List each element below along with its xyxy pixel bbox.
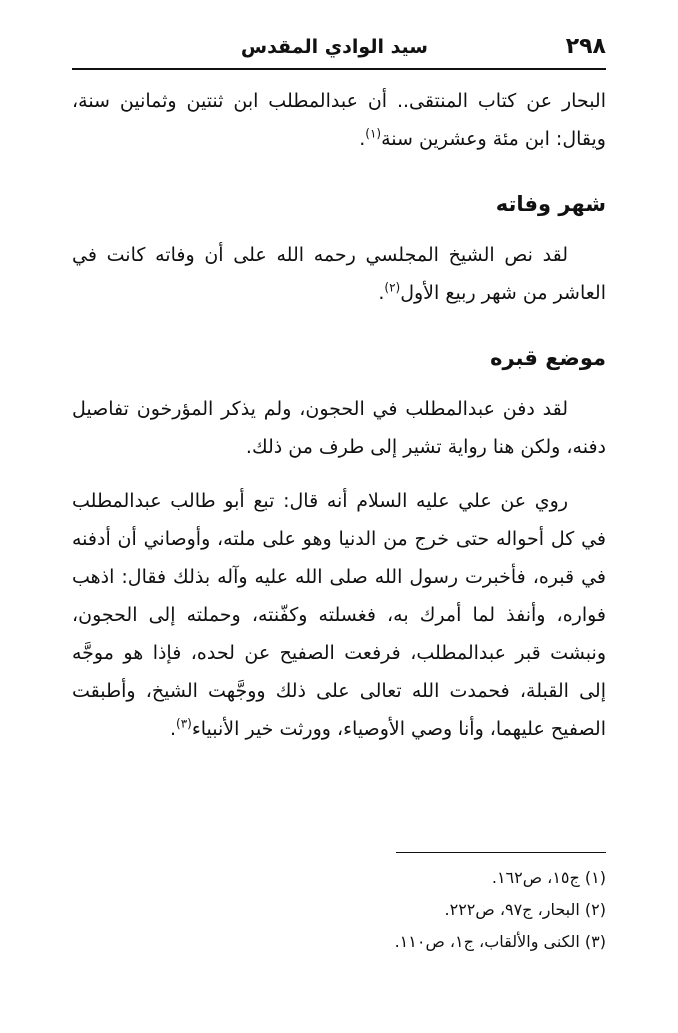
paragraph-2-text: لقد نص الشيخ المجلسي رحمه الله على أن وفاته كانت في العاشر من شهر ربيع الأول — [72, 244, 606, 304]
footnote-3: (٣) الكنى والألقاب، ج١، ص١١٠. — [394, 932, 606, 951]
header-divider — [72, 68, 606, 70]
paragraph-1: البحار عن كتاب المنتقى.. أن عبدالمطلب ابن ثنتين وثمانين سنة، ويقال: ابن مئة وعشرين سنة$^{(١)}$. — [72, 90, 606, 150]
footnote-1: (١) ج١٥، ص١٦٢. — [491, 868, 606, 887]
paragraph-4-text: روي عن علي عليه السلام أنه قال: تبع أبو طالب عبدالمطلب في كل أحواله حتى خرج من الدنيا وهو على ملته، وأوصاني أن أدفنه في قبره، فأخبرت رسول الله صلى الله عليه وآله بذلك فقال: اذهب فواره، وأنفذ لما أمرك به، فغسلته وكفّنته، وحملته إلى الحجون، ونبشت قبر عبدالمطلب، فرفعت الصفيح عن لحده، فإذا هو موجَّه إلى القبلة، فحمدت الله تعالى على ذلك ووجَّهت الشيخ، وأطبقت الصفيح عليهما، وأنا وصي الأوصياء، وورثت خير الأنبياء — [72, 490, 606, 740]
footnote-divider — [396, 852, 606, 853]
paragraph-3: لقد دفن عبدالمطلب في الحجون، ولم يذكر المؤرخون تفاصيل دفنه، ولكن هنا رواية تشير إلى طرف من ذلك. — [72, 398, 606, 458]
footnote-2: (٢) البحار، ج٩٧، ص٢٢٢. — [444, 900, 606, 919]
page-number: ٢٩٨ — [565, 34, 606, 59]
footnote-ref-1: (١) — [365, 126, 382, 141]
paragraph-4: روي عن علي عليه السلام أنه قال: تبع أبو طالب عبدالمطلب في كل أحواله حتى خرج من الدنيا وهو على ملته، وأوصاني أن أدفنه في قبره، فأخبرت رسول الله صلى الله عليه وآله بذلك فقال: اذهب فواره، وأنفذ لما أمرك به، فغسلته وكفّنته، وحملته إلى الحجون، ونبشت قبر عبدالمطلب، فرفعت الصفيح عن لحده، فإذا هو موجَّه إلى القبلة، فحمدت الله تعالى على ذلك ووجَّهت الشيخ، وأطبقت الصفيح عليهما، وأنا وصي الأوصياء، وورثت خير الأنبياء$^{(٣)}$. — [72, 490, 606, 740]
footnote-ref-2: (٢) — [384, 280, 401, 295]
paragraph-1-text: البحار عن كتاب المنتقى.. أن عبدالمطلب ابن ثنتين وثمانين سنة، ويقال: ابن مئة وعشرين سنة — [72, 90, 606, 150]
page-header — [72, 30, 606, 64]
footnote-ref-3: (٣) — [176, 716, 192, 731]
paragraph-2: لقد نص الشيخ المجلسي رحمه الله على أن وفاته كانت في العاشر من شهر ربيع الأول$^{(٢)}$. — [72, 244, 606, 304]
running-title: سيد الوادي المقدس — [240, 36, 428, 58]
section-heading-death-month: شهر وفاته — [495, 192, 606, 216]
footnotes — [72, 862, 606, 958]
section-heading-grave-location: موضع قبره — [490, 346, 606, 370]
main-text — [72, 82, 606, 764]
